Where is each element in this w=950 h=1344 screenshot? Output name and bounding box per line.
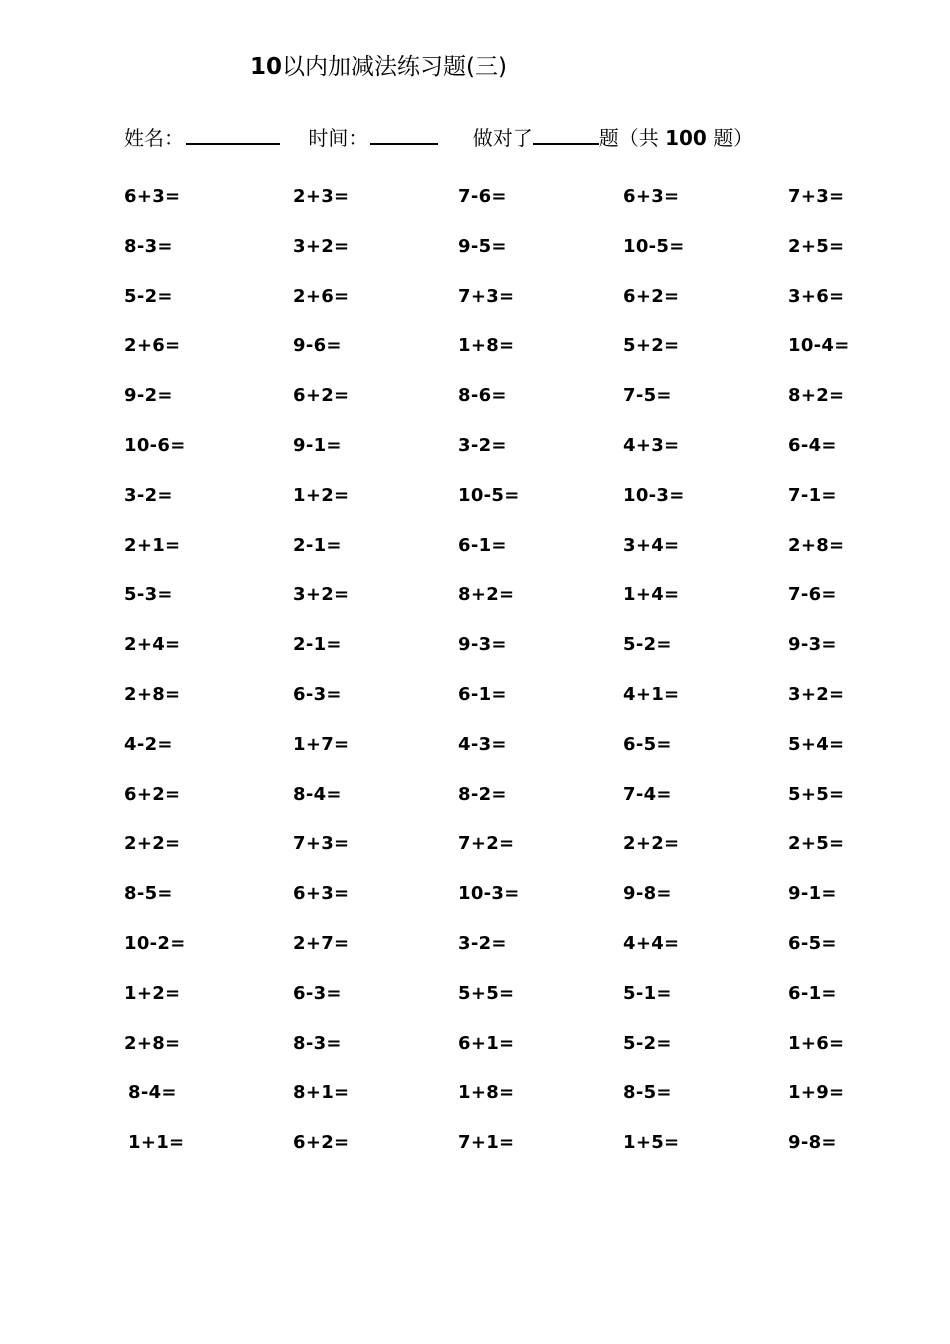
math-problem: 2-1= — [293, 534, 342, 556]
math-problem: 1+4= — [623, 584, 680, 606]
math-problem: 3+2= — [293, 584, 350, 606]
math-problem: 5-2= — [623, 1032, 672, 1054]
title-text: 以内加减法练习题(三) — [282, 54, 507, 80]
math-problem: 8+2= — [788, 385, 845, 407]
math-problem: 8-2= — [458, 783, 507, 805]
math-problem: 1+9= — [788, 1082, 845, 1104]
math-problem: 2+6= — [124, 335, 181, 357]
math-problem: 7-6= — [788, 584, 837, 606]
math-problem: 5-2= — [124, 285, 173, 307]
math-problem: 5-2= — [623, 634, 672, 656]
math-problem: 8-5= — [623, 1082, 672, 1104]
math-problem: 4-3= — [458, 733, 507, 755]
math-problem: 3+4= — [623, 534, 680, 556]
math-problem: 6-1= — [458, 683, 507, 705]
math-problem: 8-6= — [458, 385, 507, 407]
math-problem: 9-8= — [788, 1132, 837, 1154]
math-problem: 1+2= — [293, 484, 350, 506]
math-problem: 2+7= — [293, 932, 350, 954]
question-suffix: 题） — [713, 126, 754, 150]
math-problem: 4+4= — [623, 932, 680, 954]
math-problem: 2+8= — [788, 534, 845, 556]
math-problem: 6+1= — [458, 1032, 515, 1054]
math-problem: 5+5= — [458, 982, 515, 1004]
math-problem: 10-2= — [124, 932, 186, 954]
math-problem: 2+8= — [124, 1032, 181, 1054]
math-problem: 5-3= — [124, 584, 173, 606]
math-problem: 5+5= — [788, 783, 845, 805]
math-problem: 10-5= — [458, 484, 520, 506]
name-label: 姓名： — [124, 126, 184, 150]
math-problem: 8-3= — [293, 1032, 342, 1054]
math-problem: 9-1= — [788, 883, 837, 905]
math-problem: 2+4= — [124, 634, 181, 656]
math-problem: 9-2= — [124, 385, 173, 407]
math-problem: 6+2= — [293, 385, 350, 407]
correct-count-blank[interactable] — [533, 123, 599, 145]
math-problem: 7-6= — [458, 186, 507, 207]
correct-label: 做对了 — [472, 126, 533, 150]
math-problem: 8-5= — [124, 883, 173, 905]
math-problem: 2+2= — [623, 833, 680, 855]
math-problem: 6+3= — [623, 186, 680, 207]
math-problem: 6+3= — [293, 883, 350, 905]
math-problem: 10-4= — [788, 335, 850, 357]
math-problem: 3+6= — [788, 285, 845, 307]
math-problem: 7-5= — [623, 385, 672, 407]
math-problem: 6-1= — [788, 982, 837, 1004]
total-count: 100 — [665, 126, 707, 150]
math-problem: 1+5= — [623, 1132, 680, 1154]
math-problem: 2+1= — [124, 534, 181, 556]
math-problem: 5+4= — [788, 733, 845, 755]
math-problem: 7-1= — [788, 484, 837, 506]
math-problem: 6-3= — [293, 683, 342, 705]
math-problem: 1+7= — [293, 733, 350, 755]
math-problem: 8+1= — [293, 1082, 350, 1104]
math-problem: 6+2= — [293, 1132, 350, 1154]
math-problem: 4+3= — [623, 434, 680, 456]
math-problem: 2-1= — [293, 634, 342, 656]
math-problem: 2+5= — [788, 235, 845, 257]
math-problem: 7+3= — [458, 285, 515, 307]
math-problem: 7+3= — [788, 186, 845, 207]
math-problem: 6+3= — [124, 186, 181, 207]
math-problem: 1+8= — [458, 1082, 515, 1104]
math-problem: 7-4= — [623, 783, 672, 805]
title-number: 10 — [250, 54, 283, 80]
math-problem: 10-3= — [458, 883, 520, 905]
math-problem: 2+3= — [293, 186, 350, 207]
math-problem: 6-4= — [788, 434, 837, 456]
math-problem: 8+2= — [458, 584, 515, 606]
math-problem: 6+2= — [623, 285, 680, 307]
math-problem: 4+1= — [623, 683, 680, 705]
math-problem: 5-1= — [623, 982, 672, 1004]
page-title — [250, 48, 507, 81]
math-problem: 9-6= — [293, 335, 342, 357]
math-problem: 3-2= — [458, 932, 507, 954]
time-blank[interactable] — [370, 123, 438, 145]
math-problem: 1+6= — [788, 1032, 845, 1054]
math-problem: 6+2= — [124, 783, 181, 805]
time-label: 时间： — [308, 126, 369, 150]
math-problem: 2+6= — [293, 285, 350, 307]
math-problem: 1+1= — [128, 1132, 185, 1154]
math-problem: 8-4= — [128, 1082, 177, 1104]
math-problem: 1+2= — [124, 982, 181, 1004]
math-problem: 2+5= — [788, 833, 845, 855]
math-problem: 3-2= — [124, 484, 173, 506]
question-label: 题（共 — [598, 126, 659, 150]
math-problem: 9-3= — [788, 634, 837, 656]
math-problem: 6-5= — [788, 932, 837, 954]
math-problem: 7+3= — [293, 833, 350, 855]
math-problem: 3-2= — [458, 434, 507, 456]
math-problem: 9-8= — [623, 883, 672, 905]
math-problem: 4-2= — [124, 733, 173, 755]
math-problem: 8-3= — [124, 235, 173, 257]
math-problem: 9-5= — [458, 235, 507, 257]
math-problem: 5+2= — [623, 335, 680, 357]
math-problem: 2+2= — [124, 833, 181, 855]
math-problem: 3+2= — [293, 235, 350, 257]
math-problem: 6-3= — [293, 982, 342, 1004]
name-blank[interactable] — [186, 123, 280, 145]
math-problem: 7+1= — [458, 1132, 515, 1154]
math-problem: 7+2= — [458, 833, 515, 855]
math-problem: 8-4= — [293, 783, 342, 805]
math-problem: 9-1= — [293, 434, 342, 456]
math-problem: 9-3= — [458, 634, 507, 656]
math-problem: 10-3= — [623, 484, 685, 506]
math-problem: 6-5= — [623, 733, 672, 755]
math-problem: 3+2= — [788, 683, 845, 705]
math-problem: 2+8= — [124, 683, 181, 705]
math-problem: 10-5= — [623, 235, 685, 257]
math-problem: 10-6= — [124, 434, 186, 456]
math-problem: 1+8= — [458, 335, 515, 357]
math-problem: 6-1= — [458, 534, 507, 556]
student-info-line — [124, 122, 753, 151]
